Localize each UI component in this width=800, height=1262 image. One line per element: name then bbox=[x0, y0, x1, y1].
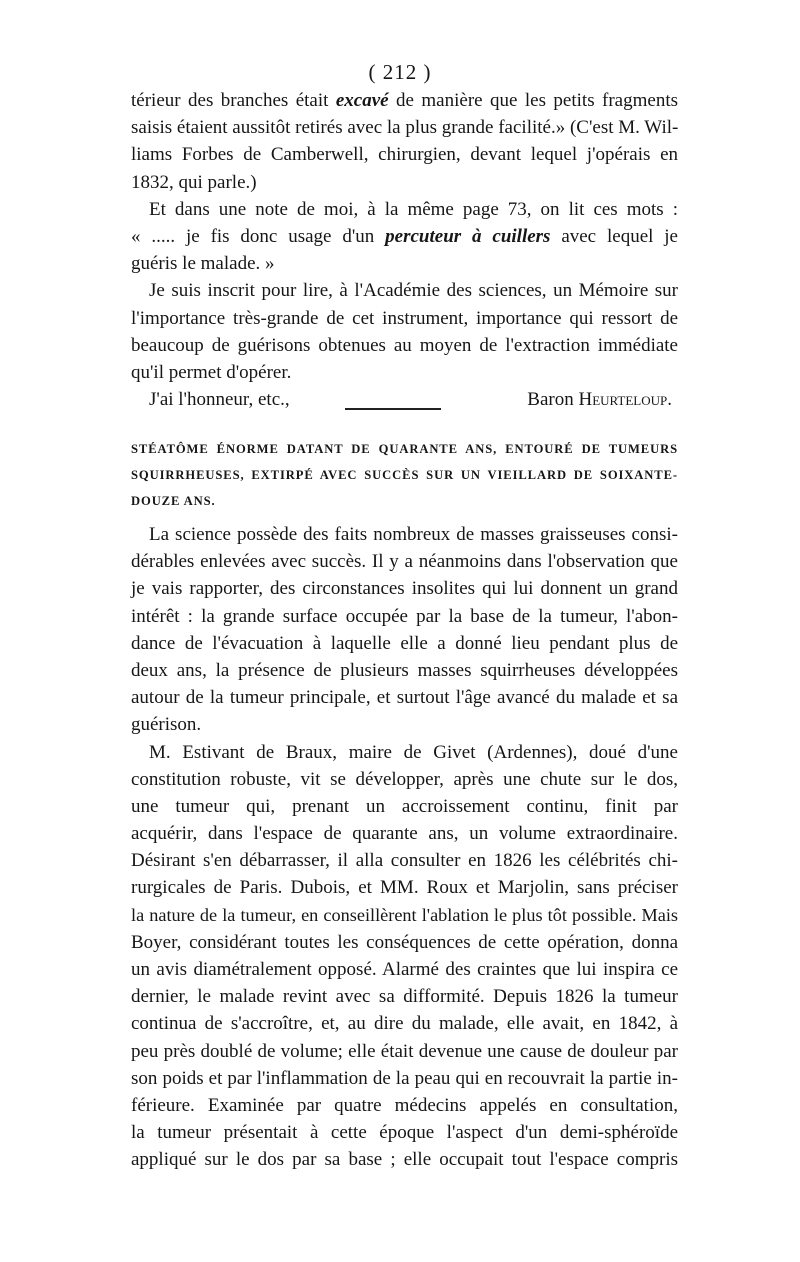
text-line: une tumeur qui, prenant un accroissement continu, finit par bbox=[131, 795, 678, 817]
section-divider bbox=[345, 408, 441, 410]
text-line: térieur des branches était excavé de manière que les petits fragments bbox=[131, 90, 678, 111]
text-line: M. Estivant de Braux, maire de Givet (Ardennes), doué d'une bbox=[149, 741, 678, 763]
letter-continuation bbox=[131, 87, 678, 413]
text-line: dérables enlevées avec succès. Il y a néanmoins dans l'observation que bbox=[131, 551, 678, 573]
text-line: la nature de la tumeur, en conseillèrent l'ablation le plus tôt possible. Mais bbox=[131, 904, 678, 925]
text-line: Boyer, considérant toutes les conséquences de cette opération, donna bbox=[131, 931, 678, 953]
text-line: guéris le malade. » bbox=[131, 253, 275, 275]
text-line: La science possède des faits nombreux de masses graisseuses consi- bbox=[149, 524, 678, 545]
text-line: Désirant s'en débarrasser, il alla consulter en 1826 les célébrités chi- bbox=[131, 850, 678, 872]
text-line: acquérir, dans l'espace de quarante ans, un volume extraordinaire. bbox=[131, 823, 678, 845]
text-line: « ..... je fis donc usage d'un percuteur à cuillers avec lequel je bbox=[131, 225, 678, 247]
closing-formula: J'ai l'honneur, etc., bbox=[149, 389, 290, 411]
text-line: qu'il permet d'opérer. bbox=[131, 361, 292, 383]
text-line: constitution robuste, vit se développer, après une chute sur le dos, bbox=[131, 768, 678, 790]
text-line: Je suis inscrit pour lire, à l'Académie des sciences, un Mémoire sur bbox=[149, 280, 678, 302]
emphasis-phrase: percuteur à cuillers bbox=[385, 225, 551, 247]
text-line: autour de la tumeur principale, et surtout l'âge avancé du malade et sa bbox=[131, 687, 678, 709]
text-line: peu près doublé de volume; elle était devenue une cause de douleur par bbox=[131, 1040, 678, 1062]
text-line: férieure. Examinée par quatre médecins appelés en consultation, bbox=[131, 1094, 678, 1116]
text-line: continua de s'accroître, et, au dire du malade, elle avait, en 1842, à bbox=[131, 1013, 678, 1035]
emphasis-word: excavé bbox=[335, 90, 389, 111]
text-line: dernier, le malade revint avec sa difformité. Depuis 1826 la tumeur bbox=[131, 986, 678, 1008]
text-line: je vais rapporter, des circonstances insolites qui lui donnent un grand bbox=[131, 578, 678, 600]
signatory: Baron Heurteloup. bbox=[527, 389, 672, 411]
text-line: dance de l'évacuation à laquelle elle a donné lieu pendant plus de bbox=[131, 632, 678, 654]
text-line: appliqué sur le dos par sa base ; elle occupait tout l'espace compris bbox=[131, 1149, 678, 1171]
text-line: rurgicales de Paris. Dubois, et MM. Roux et Marjolin, sans préciser bbox=[131, 877, 678, 899]
title-line: DOUZE ANS. bbox=[131, 494, 216, 508]
text-line: saisis étaient aussitôt retirés avec la plus grande facilité.» (C'est M. Wil- bbox=[131, 117, 679, 139]
text-line: Et dans une note de moi, à la même page 73, on lit ces mots : bbox=[149, 198, 678, 220]
text-line: liams Forbes de Camberwell, chirurgien, devant lequel j'opérais en bbox=[131, 144, 678, 166]
text-line: 1832, qui parle.) bbox=[131, 171, 257, 193]
case-report-body bbox=[131, 521, 678, 1174]
text-line: son poids et par l'inflammation de la peau qui en recouvrait la partie in- bbox=[131, 1067, 678, 1089]
text-line: l'importance très-grande de cet instrument, importance qui ressort de bbox=[131, 307, 678, 329]
text-line: deux ans, la présence de plusieurs masses squirrheuses développées bbox=[131, 659, 678, 681]
section-title bbox=[131, 436, 678, 514]
title-line: STÉATÔME ÉNORME DATANT DE QUARANTE ANS, ENTOURÉ DE TUMEURS bbox=[131, 442, 678, 456]
text-line: un avis diamétralement opposé. Alarmé des craintes que lui inspira ce bbox=[131, 959, 678, 980]
text-line: intérêt : la grande surface occupée par la base de la tumeur, l'abon- bbox=[131, 605, 678, 627]
page-number: ( 212 ) bbox=[368, 60, 432, 84]
text-line: guérison. bbox=[131, 714, 202, 736]
text-line: beaucoup de guérisons obtenues au moyen de l'extraction immédiate bbox=[131, 334, 678, 356]
text-line: la tumeur présentait à cette époque l'aspect d'un demi-sphéroïde bbox=[131, 1122, 678, 1144]
title-line: SQUIRRHEUSES, EXTIRPÉ AVEC SUCCÈS SUR UN VIEILLARD DE SOIXANTE- bbox=[131, 468, 678, 482]
